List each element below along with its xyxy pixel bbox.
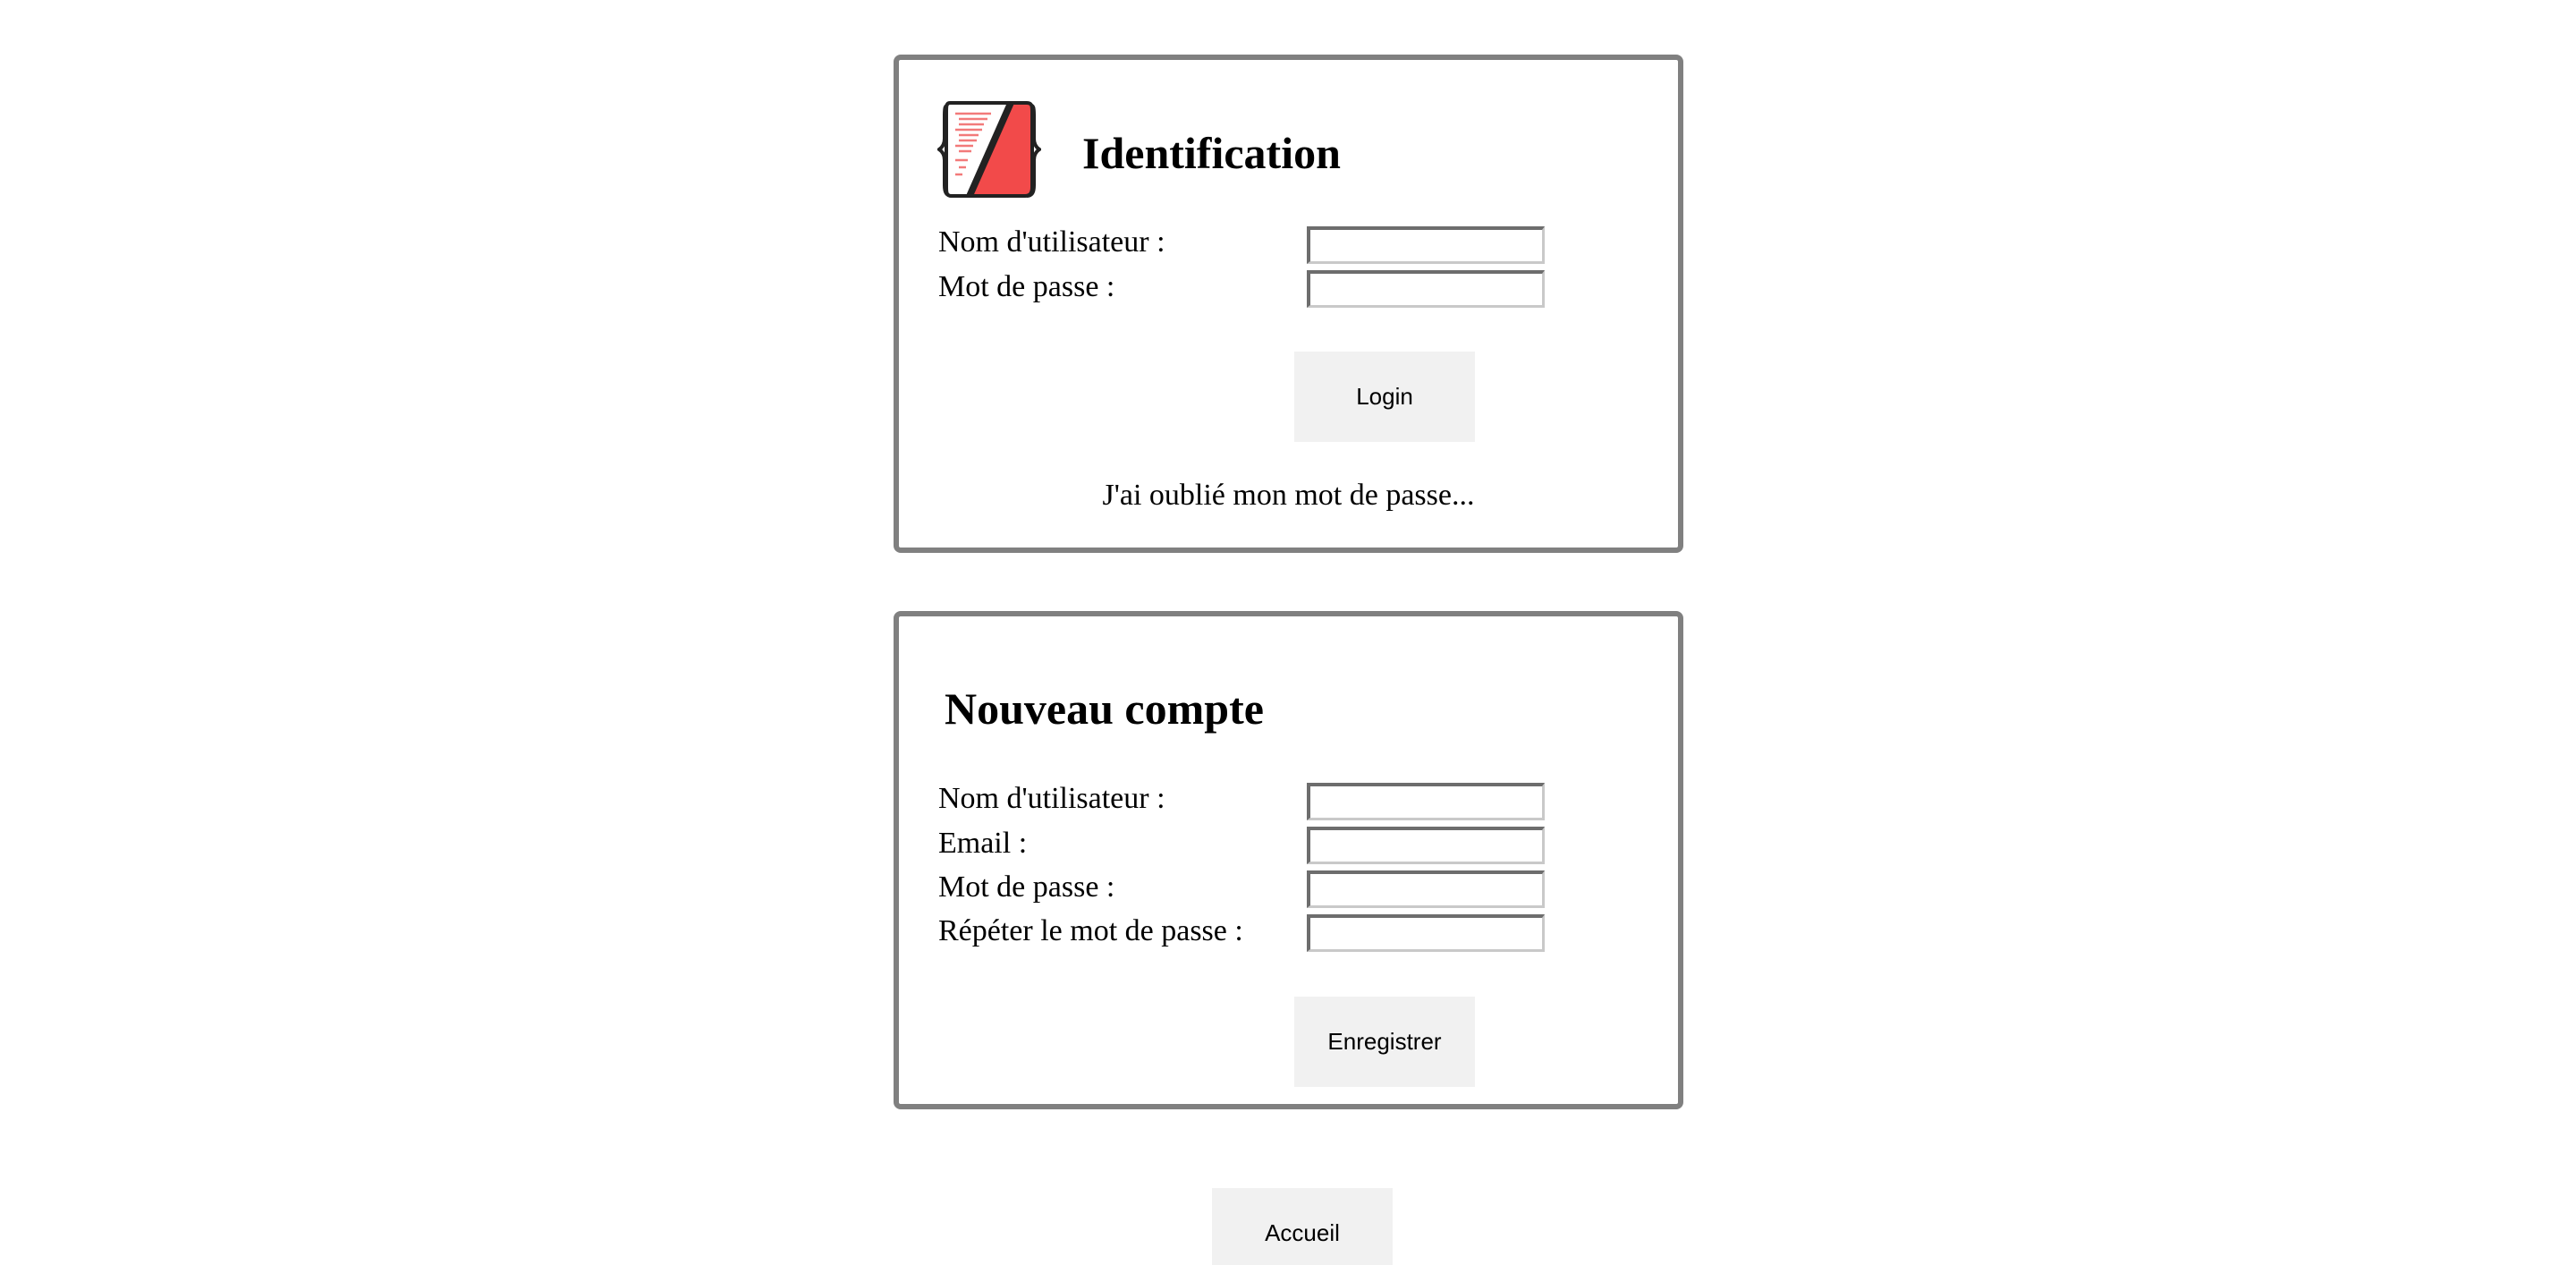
- register-username-field[interactable]: [1307, 783, 1545, 820]
- register-repeat-password-field[interactable]: [1307, 914, 1545, 952]
- register-username-label: Nom d'utilisateur :: [938, 782, 1165, 815]
- register-repeat-password-label: Répéter le mot de passe :: [938, 914, 1243, 947]
- login-title: Identification: [1082, 128, 1341, 178]
- register-password-field[interactable]: [1307, 870, 1545, 908]
- login-panel: [894, 55, 1683, 553]
- register-panel: [894, 611, 1683, 1109]
- forgot-password-link[interactable]: J'ai oublié mon mot de passe...: [1102, 479, 1475, 512]
- register-password-label: Mot de passe :: [938, 870, 1115, 904]
- register-button[interactable]: Enregistrer: [1294, 997, 1475, 1087]
- code-document-logo-icon: [937, 99, 1041, 200]
- login-username-label: Nom d'utilisateur :: [938, 225, 1165, 259]
- login-password-field[interactable]: [1307, 270, 1545, 308]
- login-username-field[interactable]: [1307, 226, 1545, 264]
- register-email-label: Email :: [938, 827, 1028, 860]
- login-button[interactable]: Login: [1294, 352, 1475, 442]
- home-button[interactable]: Accueil: [1212, 1188, 1393, 1265]
- register-email-field[interactable]: [1307, 827, 1545, 864]
- register-title: Nouveau compte: [945, 683, 1264, 734]
- login-password-label: Mot de passe :: [938, 270, 1115, 303]
